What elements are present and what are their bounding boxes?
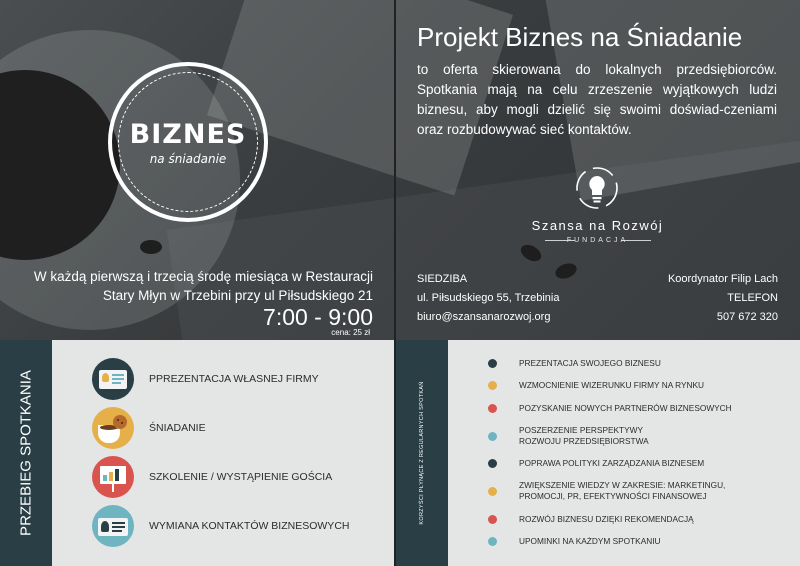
benefit-label: ROZWÓJ BIZNESU DZIĘKI REKOMENDACJĄ <box>519 514 694 524</box>
bullet-dot-icon <box>488 359 497 368</box>
agenda-side-bar <box>0 340 52 566</box>
benefit-item <box>488 358 788 369</box>
benefit-label: WZMOCNIENIE WIZERUNKU FIRMY NA RYNKU <box>519 380 704 390</box>
bullet-dot-icon <box>488 537 497 546</box>
coffee-bean <box>518 241 544 264</box>
benefit-label: POSZERZENIE PERSPEKTYWY ROZWOJU PRZEDSIĘBIORSTWA <box>519 425 649 446</box>
agenda-step <box>92 456 332 498</box>
bullet-dot-icon <box>488 487 497 496</box>
agenda-step-label: SZKOLENIE / WYSTĄPIENIE GOŚCIA <box>149 471 333 483</box>
agenda-step <box>92 505 349 547</box>
benefit-label: ZWIĘKSZENIE WIEDZY W ZAKRESIE: MARKETINGU, PROMOCJI, PR, EFEKTYWNOŚCI FINANSOWEJ <box>519 480 726 501</box>
benefits-side-bar <box>396 340 448 566</box>
phone-number[interactable]: 507 672 320 <box>716 311 778 323</box>
presentation-board-icon <box>92 456 134 498</box>
biznes-logo <box>108 62 268 222</box>
meeting-time: 7:00 - 9:00 <box>263 304 373 330</box>
benefit-item <box>488 458 788 469</box>
logo-sub-text: na śniadanie <box>149 151 227 166</box>
lightbulb-icon <box>575 166 619 210</box>
coffee-cookie-icon <box>92 407 134 449</box>
meeting-price: cena: 25 zł <box>331 328 370 337</box>
benefit-label: POZYSKANIE NOWYCH PARTNERÓW BIZNESOWYCH <box>519 403 732 413</box>
logo-main-text: BIZNES <box>129 118 247 150</box>
phone-label: TELEFON <box>727 292 778 304</box>
headquarters <box>417 270 559 327</box>
coffee-bean <box>140 240 162 254</box>
agenda-panel <box>0 340 394 566</box>
benefit-item <box>488 536 788 547</box>
bullet-dot-icon <box>488 404 497 413</box>
benefits-panel <box>396 340 800 566</box>
foundation-sub: FUNDACJA <box>566 237 629 244</box>
hq-email[interactable]: biuro@szansanarozwoj.org <box>417 311 551 323</box>
agenda-step <box>92 407 206 449</box>
business-card-icon <box>92 505 134 547</box>
meeting-line-1: W każdą pierwszą i trzecią środę miesiąca w Restauracji <box>33 269 373 284</box>
agenda-step <box>92 358 319 400</box>
project-description: to oferta skierowana do lokalnych przedsiębiorców. Spotkania mają na celu zrzeszenie wyjątkowych ludzi biznesu, aby mogli dzielić się swoimi doświad-czeniami oraz rozbudowywać sieć kontaktów. <box>417 62 777 137</box>
benefit-item <box>488 380 788 391</box>
benefit-item <box>488 514 788 525</box>
right-panel-top <box>395 0 800 340</box>
foundation-name: Szansa na Rozwój <box>531 218 664 233</box>
agenda-step-label: WYMIANA KONTAKTÓW BIZNESOWYCH <box>149 520 350 532</box>
logo-inner-ring <box>118 72 258 212</box>
agenda-title: PRZEBIEG SPOTKANIA <box>17 370 35 536</box>
bullet-dot-icon <box>488 381 497 390</box>
benefit-label: UPOMINKI NA KAŻDYM SPOTKANIU <box>519 536 661 546</box>
benefit-item <box>488 480 788 502</box>
benefit-label: POPRAWA POLITYKI ZARZĄDZANIA BIZNESEM <box>519 458 705 468</box>
agenda-step-label: ŚNIADANIE <box>149 422 206 434</box>
id-card-icon <box>92 358 134 400</box>
left-panel-top <box>0 0 395 340</box>
meeting-info <box>13 267 373 305</box>
hq-label: SIEDZIBA <box>417 273 468 285</box>
agenda-step-label: PPREZENTACJA WŁASNEJ FIRMY <box>149 373 319 385</box>
benefit-label: PREZENTACJA SWOJEGO BIZNESU <box>519 358 661 368</box>
benefits-title: KORZYŚCI PŁYNĄCE Z REGULARNYCH SPOTKAŃ <box>419 381 425 525</box>
coordinator-name: Koordynator Filip Lach <box>667 273 778 285</box>
bullet-dot-icon <box>488 459 497 468</box>
project-title: Projekt Biznes na Śniadanie <box>417 22 743 52</box>
coordinator <box>668 270 778 327</box>
bullet-dot-icon <box>488 515 497 524</box>
bullet-dot-icon <box>488 432 497 441</box>
meeting-line-2: Stary Młyn w Trzebini przy ul Piłsudskiego 21 <box>102 288 373 303</box>
benefit-item <box>488 425 788 447</box>
benefit-item <box>488 403 788 414</box>
hq-address: ul. Piłsudskiego 55, Trzebinia <box>417 292 560 304</box>
